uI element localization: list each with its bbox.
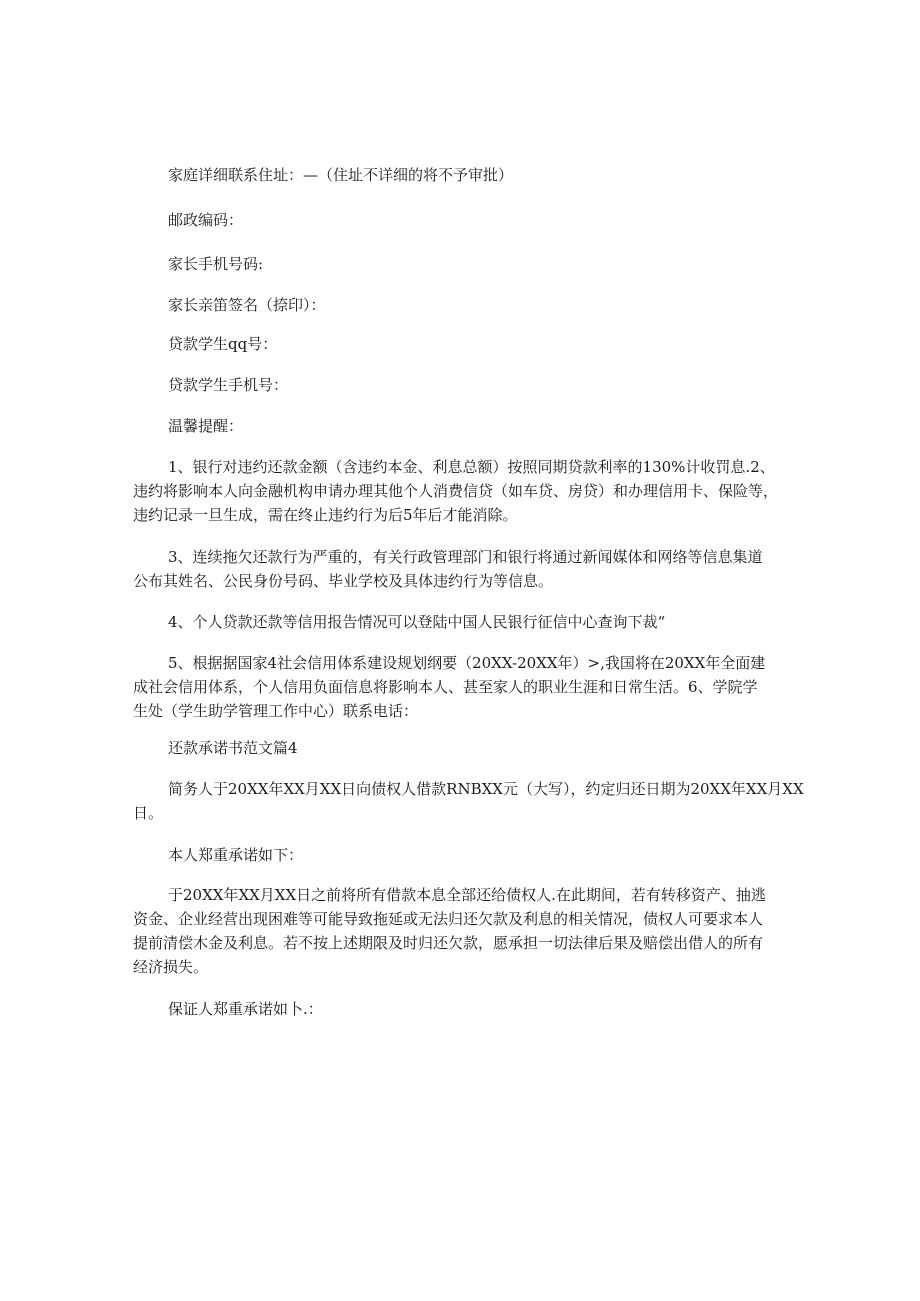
reminder-item1-line: 违约记录一旦生成，需在终止违约行为后5年后才能消除。 [133, 506, 518, 524]
pledge-line: 于20XX年XX月XX日之前将所有借款本息全部还给债权人.在此期间，若有转移资产、抽逃 [168, 886, 766, 904]
student-qq-field: 贷款学生qq号： [168, 335, 278, 353]
debt-statement-line: 日。 [133, 804, 164, 822]
postal-code-field: 邮政编码： [168, 211, 244, 229]
section4-title: 还款承诺书范文篇4 [168, 739, 298, 757]
reminder-item1-line: 1、银行对违约还款金额（含违约本金、利息总额）按照同期贷款利率的130%计收罚息.2、 [168, 458, 775, 476]
reminder-item4: 4、个人贷款还款等信用报告情况可以登陆中国人民银行征信中心查询下裁“ [168, 613, 666, 631]
guarantor-intro: 保证人郑重承诺如卜.： [168, 1000, 323, 1018]
parent-phone-field: 家长手机号码: [168, 255, 264, 273]
debt-statement-line: 简务人于20XX年XX月XX日向债权人借款RNBXX元（大写），约定归还日期为20XX年XX月XX [168, 780, 804, 798]
reminder-title: 温馨提醒： [168, 417, 244, 435]
reminder-item3-line: 公布其姓名、公民身份号码、毕业学校及具体违约行为等信息。 [133, 572, 554, 590]
reminder-item5-line: 5、根据据国家4社会信用体系建设规划纲要（20XX-20XX年）>,我国将在20XX年全面建 [168, 654, 766, 672]
pledge-intro: 本人郑重承诺如下： [168, 846, 304, 864]
reminder-item1-line: 违约将影响本人向金融机构申请办理其他个人消费信贷（如车贷、房贷）和办理信用卡、保险等， [133, 482, 779, 500]
address-field: 家庭详细联系住址：—（住址不详细的将不予审批） [168, 166, 514, 184]
parent-signature-field: 家长亲笛签名（捺印）： [168, 296, 326, 314]
pledge-line: 经济损失。 [133, 958, 209, 976]
reminder-item5-line: 生处（学生助学管理工作中心）联系电话： [133, 702, 419, 720]
reminder-item3-line: 3、连续拖欠还款行为严重的，有关行政管理部门和银行将通过新闻媒体和网络等信息集道 [168, 548, 763, 566]
student-phone-field: 贷款学生手机号： [168, 376, 289, 394]
pledge-line: 资金、企业经营出现困难等可能导致拖延或无法归还欠款及利息的相关情况，债权人可要求本人 [133, 910, 764, 928]
pledge-line: 提前清偿木金及利息。若不按上述期限及时归还欠款，愿承担一切法律后果及赔偿出借人的所有 [133, 934, 764, 952]
reminder-item5-line: 成社会信用体系，个人信用负面信息将影响本人、甚至家人的职业生涯和日常生活。6、学院学 [133, 678, 758, 696]
